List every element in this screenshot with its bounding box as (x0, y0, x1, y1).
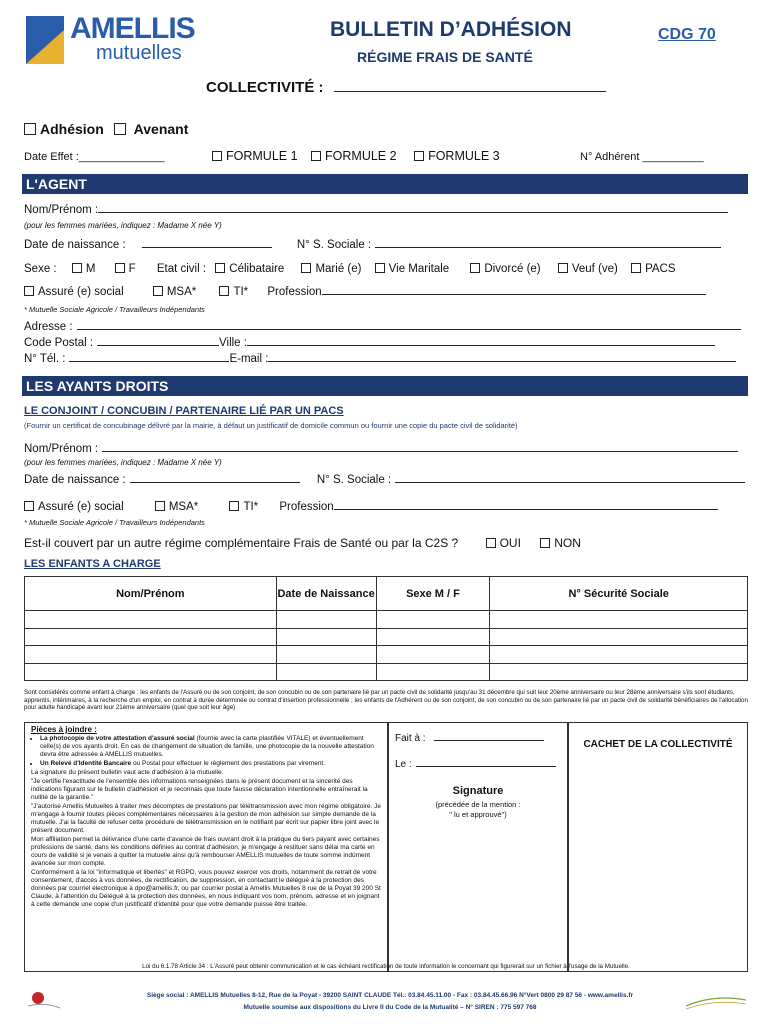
agent-nom-field[interactable] (98, 203, 728, 213)
agent-adresse-row (24, 320, 741, 333)
fait-row (395, 733, 544, 744)
agent-ville-field[interactable] (247, 336, 715, 346)
agent-nom-label: Nom/Prénom : (24, 204, 99, 216)
col-naissance: Date de Naissance (276, 577, 376, 611)
agent-assure-row (24, 285, 706, 298)
footer-right-logo (684, 990, 748, 1012)
le-row (395, 759, 556, 770)
formule3-label: FORMULE 3 (428, 149, 500, 163)
logo-sub: mutuelles (96, 42, 182, 64)
logo-brand: AMELLIS (70, 12, 195, 45)
mention-2: " lu et approuvé") (449, 810, 507, 819)
divorce-checkbox[interactable] (470, 263, 480, 273)
formule1-checkbox[interactable] (212, 151, 222, 161)
collectivite-label: COLLECTIVITÉ : (206, 79, 324, 96)
pacs-label: PACS (645, 263, 676, 275)
conjoint-naissance-label: Date de naissance : (24, 474, 126, 486)
conjoint-assure-row (24, 500, 718, 513)
agent-adresse-field[interactable] (77, 320, 741, 330)
adhesion-label: Adhésion (40, 121, 104, 137)
fait-field[interactable] (434, 733, 544, 741)
conjoint-note-femme: (pour les femmes mariées, indiquez : Madame X née Y) (24, 458, 222, 467)
sexe-m-checkbox[interactable] (72, 263, 82, 273)
conjoint-nom-label: Nom/Prénom : (24, 443, 99, 455)
table-row (25, 663, 748, 681)
celibataire-label: Célibataire (229, 263, 285, 275)
conjoint-secu-field[interactable] (395, 473, 745, 483)
logo (26, 10, 226, 70)
oui-label: OUI (499, 536, 521, 550)
col-secu: N° Sécurité Sociale (490, 577, 748, 611)
agent-adresse-label: Adresse : (24, 321, 73, 333)
agent-sexe-row (24, 263, 676, 275)
conjoint-secu-label: N° S. Sociale : (316, 474, 392, 486)
signature-title: Signature (452, 785, 504, 797)
non-label: NON (554, 536, 581, 550)
non-checkbox[interactable] (540, 538, 550, 548)
agent-ti-label: TI* (233, 286, 249, 298)
avenant-label: Avenant (133, 121, 189, 137)
conjoint-profession-field[interactable] (334, 500, 718, 510)
marie-checkbox[interactable] (301, 263, 311, 273)
conjoint-note-msa: * Mutuelle Sociale Agricole / Travailleurs Indépendants (24, 518, 205, 527)
formule1-label: FORMULE 1 (226, 149, 298, 163)
conjoint-assure-label: Assuré (e) social (38, 501, 124, 513)
agent-nom-row (24, 203, 728, 216)
signature-area[interactable] (395, 823, 561, 963)
enfants-title: LES ENFANTS A CHARGE (24, 558, 161, 570)
agent-secu-label: N° S. Sociale : (296, 239, 372, 251)
agent-naissance-field[interactable] (142, 238, 272, 248)
fait-label: Fait à : (395, 733, 426, 744)
pieces-p3: "J'autorise Amellis Mutuelles à traiter mes décomptes de prestations par télétransmission avec mon régime obligatoire. Je m'engage à fournir toutes pièces complémentaires nécessaires à la gestion de mon adhésion sur simple demande de la mutuelle. J'ai la faculté de refuser cette procédure de télétransmission en le notifiant par écrit sur papier libre joint avec le présent document. (31, 803, 382, 834)
agent-ti-checkbox[interactable] (219, 286, 229, 296)
conjoint-title: LE CONJOINT / CONCUBIN / PARTENAIRE LIÉ PAR UN PACS (24, 405, 344, 417)
conjoint-naissance-field[interactable] (130, 473, 300, 483)
conjoint-nom-field[interactable] (102, 442, 738, 452)
list-item: • La photocopie de votre attestation d'assuré social (fournie avec la carte plastifiée VITALE) et éventuellement celle(s) de vos ayants droit. En cas de changement de situation de famille, une photocopie de la nouvelle attestation devra être adressée à AMELLIS mutuelles. (40, 735, 381, 759)
enfants-table (24, 576, 748, 681)
footer-line1: Siège social : AMELLIS Mutuelles 8-12, Rue de la Poyat - 39200 SAINT CLAUDE Tél.: 03.84.45.11.00 - Fax : 03.84.45.66.96 N°Vert 0800 29 87 56 - www.amellis.fr (146, 992, 634, 999)
formule3-checkbox[interactable] (414, 151, 424, 161)
conjoint-assure-checkbox[interactable] (24, 501, 34, 511)
autre-regime-question: Est-il couvert par un autre régime complémentaire Frais de Santé ou par la C2S ? (24, 536, 459, 550)
sexe-f-label: F (128, 263, 136, 275)
vie-maritale-checkbox[interactable] (375, 263, 385, 273)
pieces-list (40, 735, 381, 768)
agent-cp-row (24, 336, 715, 349)
formule2-label: FORMULE 2 (325, 149, 397, 163)
agent-cp-label: Code Postal : (24, 337, 94, 349)
conjoint-profession-label: Profession (279, 501, 334, 513)
agent-msa-label: MSA* (166, 286, 197, 298)
pieces-p5: Conformément à la loi "informatique et libertés" et RGPD, vous pouvez exercer vos droits, notamment de retrait de votre consentement, d'accès à vos données, de rectification, de suppression, en contactant le délégué à la protection des données par courriel électronique à dpo@amellis.fr, ou par courrier postal à Amellis Mutuelles 8 rue de la Poyat 39 200 St Claude, à l'attention du Délégué à la protection des données, en nous indiquant vos nom, prénom, adresse et en joignant à cette demande une copie d'un justificatif d'identité pour que votre demande puisse être traitée. (31, 869, 381, 908)
agent-secu-field[interactable] (375, 238, 721, 248)
avenant-checkbox[interactable] (114, 123, 126, 135)
cachet-box[interactable] (568, 722, 748, 972)
agent-tel-label: N° Tél. : (24, 353, 66, 365)
agent-tel-field[interactable] (69, 352, 229, 362)
pieces-p4: Mon affiliation permet la délivrance d'une carte d'avance de frais ouvrant droit à la pratique du tiers payant avec certaines professions de santé, dans les conditions définies au contrat d'adhésion, je m'engage à restituer sans délai ma carte en cours de validité si je venais à quitter la mutuelle ainsi qu'à rembourser AMELLIS mutuelles de toute somme indûment avancée sur mon compte. (31, 836, 380, 867)
signature-box (388, 722, 568, 972)
pieces-p2: "Je certifie l'exactitude de l'ensemble des informations renseignées dans le présent document et la sincérité des indications figurant sur le bulletin d'adhésion et je reconnais que toute fausse déclaration intentionnelle entraînerait la nullité de la garantie." (31, 778, 368, 801)
num-adherent[interactable]: N° Adhérent __________ (580, 151, 704, 163)
list-item: • Un Relevé d'Identité Bancaire ou Postal pour effectuer le règlement des prestations par virement. (40, 760, 381, 768)
agent-tel-row (24, 352, 736, 365)
le-label: Le : (395, 759, 412, 770)
col-nom: Nom/Prénom (25, 577, 277, 611)
conjoint-msa-label: MSA* (168, 501, 199, 513)
veuf-label: Veuf (ve) (571, 263, 618, 275)
mention-1: (précédée de la mention : (435, 800, 521, 809)
celibataire-checkbox[interactable] (215, 263, 225, 273)
collectivite-row (206, 78, 606, 96)
section-agent-header: L'AGENT (22, 174, 748, 194)
table-row (25, 628, 748, 646)
agent-assure-checkbox[interactable] (24, 286, 34, 296)
agent-ville-label: Ville : (219, 337, 247, 349)
table-row (25, 611, 748, 629)
section-ayants-header: LES AYANTS DROITS (22, 376, 748, 396)
agent-profession-label: Profession (267, 286, 322, 298)
agent-profession-field[interactable] (322, 285, 706, 295)
etat-civil-label: Etat civil : (156, 263, 207, 275)
page-title: BULLETIN D’ADHÉSION (330, 18, 572, 41)
pieces-p1: La signature du présent bulletin vaut acte d'adhésion à la mutuelle. (31, 769, 224, 776)
col-sexe: Sexe M / F (376, 577, 490, 611)
loi-note: Loi du 6.1.78 Article 34 : L'Assuré peut obtenir communication et le cas échéant rectification de toute information le concernant qui figurerait sur un fichier à l'usage de la Mutuelle. (142, 963, 630, 970)
agent-email-field[interactable] (268, 352, 736, 362)
adhesion-checkbox[interactable] (24, 123, 36, 135)
pacs-checkbox[interactable] (631, 263, 641, 273)
cdg-code: CDG 70 (658, 26, 716, 43)
page-subtitle: RÉGIME FRAIS DE SANTÉ (357, 49, 533, 65)
collectivite-field[interactable] (334, 78, 606, 92)
formules-row (212, 149, 500, 163)
agent-assure-label: Assuré (e) social (38, 286, 124, 298)
divorce-label: Divorcé (e) (484, 263, 541, 275)
conjoint-naissance-row (24, 473, 745, 486)
enfant-note: Sont considérés comme enfant à charge : les enfants de l'Assuré ou de son conjoint, de son concubin ou de son partenaire lié par un pacte civil de solidarité jusqu'au 31 décembre qui suit leur 20ème anniversaire ou leur 28ème anniversaire s'ils sont étudiants, apprentis, intérimaires, à la recherche d'un emploi, en contrat à durée déterminée ou contrat d'insertion professionnelle ; les enfants de l'Adhérent ou de son conjoint, de son concubin ou de son partenaire lié par un pacte civil de solidarité bénéficiaires de l'allocation pour adulte handicapé avant leur 21ème anniversaire (quel que soit leur âge) (24, 689, 748, 712)
sexe-f-checkbox[interactable] (115, 263, 125, 273)
formule2-checkbox[interactable] (311, 151, 321, 161)
vie-maritale-label: Vie Maritale (388, 263, 450, 275)
sexe-m-label: M (85, 263, 96, 275)
agent-note-msa: * Mutuelle Sociale Agricole / Travailleurs Indépendants (24, 305, 205, 314)
date-effet[interactable]: Date Effet :______________ (24, 151, 165, 163)
veuf-checkbox[interactable] (558, 263, 568, 273)
pieces-title: Pièces à joindre : (31, 725, 97, 734)
conjoint-ti-label: TI* (243, 501, 259, 513)
agent-cp-field[interactable] (97, 336, 219, 346)
agent-naissance-row (24, 238, 721, 251)
agent-note-femme: (pour les femmes mariées, indiquez : Madame X née Y) (24, 221, 222, 230)
oui-checkbox[interactable] (486, 538, 496, 548)
table-row (25, 646, 748, 664)
marie-label: Marié (e) (315, 263, 362, 275)
agent-naissance-label: Date de naissance : (24, 239, 126, 251)
agent-sexe-label: Sexe : (24, 263, 57, 275)
cachet-title: CACHET DE LA COLLECTIVITÉ (583, 739, 733, 750)
agent-msa-checkbox[interactable] (153, 286, 163, 296)
footer-left-logo (24, 988, 64, 1012)
agent-email-label: E-mail : (229, 353, 269, 365)
le-field[interactable] (416, 759, 556, 767)
conjoint-nom-row (24, 442, 738, 455)
conjoint-note: (Fournir un certificat de concubinage délivré par la mairie, à défaut un justificatif de domicile commun ou fournir une copie du pacte civil de solidarité) (24, 421, 518, 430)
conjoint-msa-checkbox[interactable] (155, 501, 165, 511)
type-row (24, 121, 188, 137)
autre-regime-row (24, 536, 581, 550)
footer-line2: Mutuelle soumise aux dispositions du Livre II du Code de la Mutualité – N° SIREN : 775 597 768 (243, 1004, 537, 1011)
pieces-box (24, 722, 388, 972)
conjoint-ti-checkbox[interactable] (229, 501, 239, 511)
